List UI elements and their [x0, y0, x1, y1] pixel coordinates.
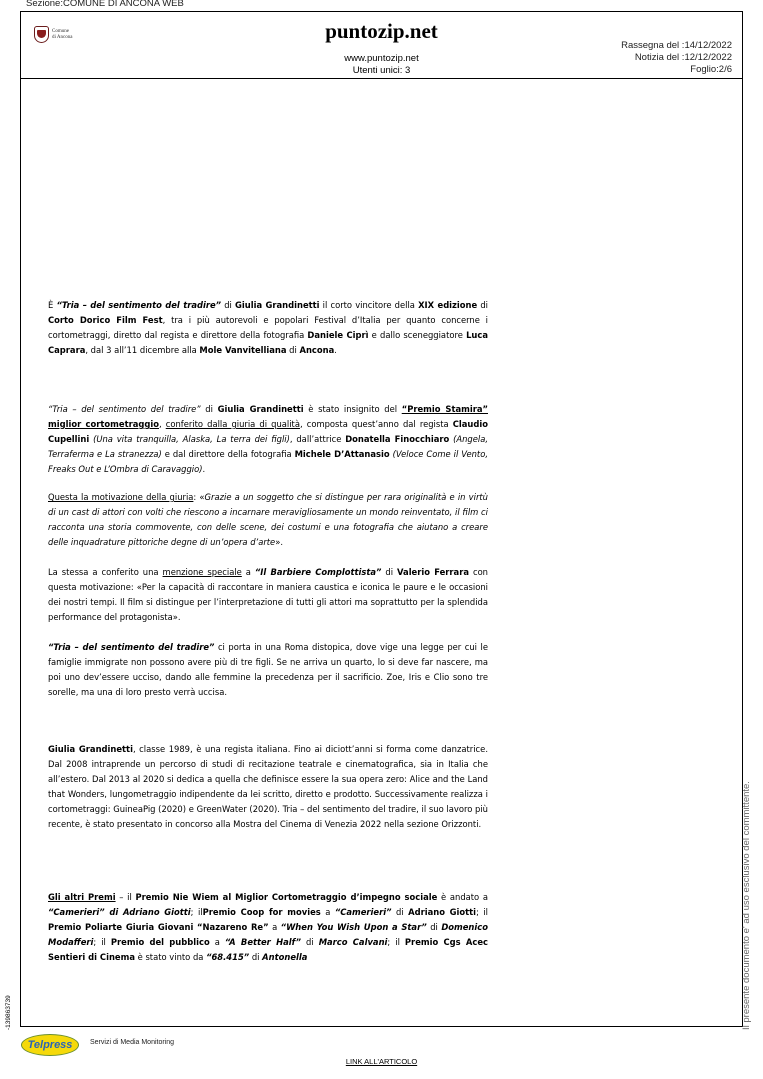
- article-paragraph-2: “Tria – del sentimento del tradire” di Giulia Grandinetti è stato insignito del “Premio Stamira” miglior cortometraggio, conferito dalla giuria di qualità, composta quest’anno dal regista Claudio Cupellini (Una vita tranquilla, Alaska, La terra dei figli), dall’attrice Donatella Finocchiaro (Angela, Terraferma e La stranezza) e dal direttore della fotografia Michele D’Attanasio (Veloce Come il Vento, Freaks Out e L’Ombra di Caravaggio).: [48, 404, 489, 474]
- logo-line-1: Comune: [52, 28, 69, 34]
- article-paragraph-1: È “Tria – del sentimento del tradire” di Giulia Grandinetti il corto vincitore della XIX edizione di Corto Dorico Film Fest, tra i più autorevoli e popolari Festival d’Italia per quanto concerne i cortometraggi, diretto dal regista e direttore della fotografia Daniele Ciprì e dallo sceneggiatore Luca Caprara, dal 3 all’11 dicembre alla Mole Vanvitelliana di Ancona.: [48, 300, 489, 355]
- section-label: Sezione:COMUNE DI ANCONA WEB: [26, 0, 184, 9]
- unique-users: Utenti unici: 3: [352, 65, 411, 76]
- rassegna-date: Rassegna del :14/12/2022: [621, 40, 732, 51]
- article-paragraph-6: Giulia Grandinetti, classe 1989, è una regista italiana. Fino ai diciott’anni si forma come danzatrice. Dal 2008 intraprende un percorso di studi di recitazione teatrale e cinematografica, sia in Italia che all’estero. Dal 2013 al 2020 si dedica a quella che definisce essere la sua opera zero: Alice and the Land that Wonders, lungometraggio indipendente da lei scritto, diretto e prodotto. Successivamente realizza i cortometraggi: GuineaPig (2020) e GreenWater (2020). Tria – del sentimento del tradire, il suo lavoro più recente, è stato presentato in concorso alla Mostra del Cinema di Venezia 2022 nella sezione Orizzonti.: [48, 744, 488, 829]
- site-title: puntozip.net: [325, 19, 438, 43]
- site-url: www.puntozip.net: [344, 53, 419, 64]
- usage-disclaimer: Il presente documento e' ad uso esclusivo del committente.: [741, 781, 752, 1030]
- article-paragraph-5: “Tria – del sentimento del tradire” ci porta in una Roma distopica, dove vige una legge per cui le famiglie immigrate non possono avere più di tre figli. Se ne arriva un quarto, lo si deve far nascere, ma poi uno dev’essere ucciso, dando alle femmine la precedenza per il sacrificio. Zoe, Iris e Clio sono tre sorelle, ma una di loro presto verrà uccisa.: [48, 642, 488, 697]
- article-paragraph-4: La stessa a conferito una menzione speciale a “Il Barbiere Complottista” di Valerio Ferrara con questa motivazione: «Per la capacità di raccontare in maniera caustica e iconica le paure e le occasioni dei nostri tempi. Il film si distingue per l’interpretazione di tutti gli attori ma soprattutto per la splendida performance del protagonista».: [48, 567, 488, 622]
- document-id: -139863739: [5, 995, 12, 1030]
- press-meta: [621, 40, 732, 77]
- article-link[interactable]: LINK ALL'ARTICOLO: [345, 1057, 418, 1066]
- header-divider: [20, 78, 743, 79]
- notizia-date: Notizia del :12/12/2022: [634, 52, 732, 64]
- sheet-number: Foglio:2/6: [690, 64, 732, 76]
- telpress-logo: Telpress: [21, 1034, 79, 1056]
- article-paragraph-3: Questa la motivazione della giuria: «Grazie a un soggetto che si distingue per rara originalità e in virtù di un cast di attori con volti che riescono a incarnare meravigliosamente un mondo reinventato, il film ci racconta una storia commovente, con delle scene, dei costumi e una fotografia che aiutano a creare delle inquadrature pittoriche degne di un’opera d’arte».: [48, 492, 488, 547]
- logo-line-2: di Ancona: [52, 34, 73, 40]
- services-caption: Servizi di Media Monitoring: [90, 1039, 175, 1046]
- article-paragraph-7: Gli altri Premi – il Premio Nie Wiem al Miglior Cortometraggio d’impegno sociale è andato a “Camerieri” di Adriano Giotti; ilPremio Coop for movies a “Camerieri” di Adriano Giotti; il Premio Poliarte Giuria Giovani “Nazareno Re” a “When You Wish Upon a Star” di Domenico Modafferi; il Premio del pubblico a “A Better Half” di Marco Calvani; il Premio Cgs Acec Sentieri di Cinema è stato vinto da “68.415” di Antonella: [48, 892, 489, 962]
